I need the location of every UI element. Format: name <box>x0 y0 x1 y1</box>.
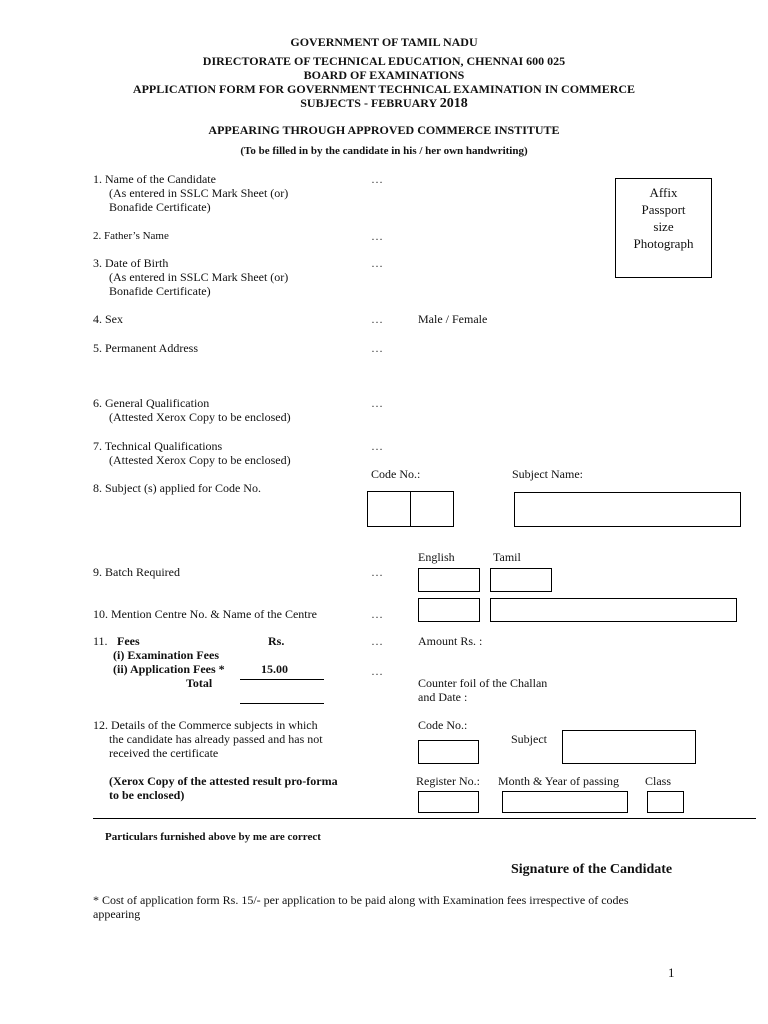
field-5-dots: … <box>371 341 383 355</box>
photo-box <box>615 178 712 278</box>
field-11-dots-2: … <box>371 664 383 678</box>
field-12-line-1: 12. Details of the Commerce subjects in which <box>93 718 318 732</box>
field-8-code-box-2[interactable] <box>410 491 454 527</box>
field-9-english-label: English <box>418 550 455 564</box>
field-11-amount-label: Amount Rs. : <box>418 634 483 648</box>
field-1-sub2: Bonafide Certificate) <box>109 200 211 214</box>
header-year: 2018 <box>439 96 468 111</box>
field-6-label: 6. General Qualification <box>93 396 210 410</box>
footer-particulars: Particulars furnished above by me are correct <box>105 831 321 843</box>
field-8-code-no-label: Code No.: <box>371 467 421 481</box>
field-3-dots: … <box>371 256 383 270</box>
field-11-underline-2 <box>240 703 324 704</box>
field-12-subject-box[interactable] <box>562 730 696 764</box>
field-9-tamil-box[interactable] <box>490 568 552 592</box>
field-12-xerox-2: to be enclosed) <box>109 788 185 802</box>
field-7-sub: (Attested Xerox Copy to be enclosed) <box>109 453 291 467</box>
field-12-month-year-box[interactable] <box>502 791 628 813</box>
page-number: 1 <box>668 965 675 980</box>
photo-line-affix: Affix <box>649 185 678 200</box>
field-5-label: 5. Permanent Address <box>93 341 198 355</box>
field-10-label: 10. Mention Centre No. & Name of the Centre <box>93 607 317 621</box>
field-4-dots: … <box>371 312 383 326</box>
field-10-dots: … <box>371 607 383 621</box>
field-11-number: 11. <box>93 634 108 648</box>
field-12-subject-label: Subject <box>511 732 547 746</box>
field-12-code-no-label: Code No.: <box>418 718 468 732</box>
field-12-line-2: the candidate has already passed and has not <box>109 732 323 746</box>
header-subjects-line <box>0 97 768 110</box>
field-12-code-box[interactable] <box>418 740 479 764</box>
field-11-exam-fees: (i) Examination Fees <box>113 648 219 662</box>
field-11-fees-label: Fees <box>117 634 140 648</box>
field-12-xerox-1: (Xerox Copy of the attested result pro-forma <box>109 774 338 788</box>
field-8-subject-name-box[interactable] <box>514 492 741 527</box>
field-12-register-no-label: Register No.: <box>416 774 480 788</box>
header-directorate: DIRECTORATE OF TECHNICAL EDUCATION, CHENNAI 600 025 <box>202 54 566 68</box>
footer-note-1: * Cost of application form Rs. 15/- per application to be paid along with Examination fees irrespective of codes <box>93 893 629 907</box>
field-11-counter-foil-2: and Date : <box>418 690 468 704</box>
field-1-sub1: (As entered in SSLC Mark Sheet (or) <box>109 186 289 200</box>
field-1-dots: … <box>371 172 383 186</box>
field-8-code-box-1[interactable] <box>367 491 411 527</box>
field-11-dots-1: … <box>371 634 383 648</box>
field-7-dots: … <box>371 439 383 453</box>
photo-line-passport: Passport <box>641 202 686 217</box>
field-9-dots: … <box>371 565 383 579</box>
field-6-dots: … <box>371 396 383 410</box>
photo-line-photograph: Photograph <box>633 236 694 251</box>
field-11-app-fees-amount: 15.00 <box>261 662 288 676</box>
field-10-centre-name-box[interactable] <box>490 598 737 622</box>
field-8-subject-name-label: Subject Name: <box>512 467 583 481</box>
field-12-class-label: Class <box>645 774 672 788</box>
field-3-sub2: Bonafide Certificate) <box>109 284 211 298</box>
field-2-label: 2. Father’s Name <box>93 230 169 242</box>
footer-signature: Signature of the Candidate <box>511 862 673 877</box>
field-12-class-box[interactable] <box>647 791 684 813</box>
field-11-counter-foil-1: Counter foil of the Challan <box>418 676 548 690</box>
field-7-label: 7. Technical Qualifications <box>93 439 223 453</box>
photo-line-size: size <box>653 219 674 234</box>
field-3-label: 3. Date of Birth <box>93 256 169 270</box>
field-10-centre-no-box[interactable] <box>418 598 480 622</box>
header-instruction: (To be filled in by the candidate in his / her own handwriting) <box>240 145 528 157</box>
header-application-title: APPLICATION FORM FOR GOVERNMENT TECHNICAL EXAMINATION IN COMMERCE <box>132 82 636 96</box>
field-9-label: 9. Batch Required <box>93 565 180 579</box>
field-11-rs-label: Rs. <box>268 634 285 648</box>
header-subjects-prefix: SUBJECTS - FEBRUARY <box>300 96 437 110</box>
header-appearing: APPEARING THROUGH APPROVED COMMERCE INSTITUTE <box>208 123 560 137</box>
field-12-line-3: received the certificate <box>109 746 219 760</box>
header-board: BOARD OF EXAMINATIONS <box>303 68 465 82</box>
field-1-label: 1. Name of the Candidate <box>93 172 216 186</box>
field-11-total: Total <box>186 676 213 690</box>
field-12-month-year-label: Month & Year of passing <box>498 774 620 788</box>
field-12-register-no-box[interactable] <box>418 791 479 813</box>
field-8-label: 8. Subject (s) applied for Code No. <box>93 481 261 495</box>
field-2-dots: … <box>371 229 383 243</box>
field-3-sub1: (As entered in SSLC Mark Sheet (or) <box>109 270 289 284</box>
field-4-value: Male / Female <box>418 312 488 326</box>
field-4-label: 4. Sex <box>93 312 123 326</box>
field-6-sub: (Attested Xerox Copy to be enclosed) <box>109 410 291 424</box>
field-9-english-box[interactable] <box>418 568 480 592</box>
divider-line <box>93 818 756 819</box>
field-9-tamil-label: Tamil <box>493 550 521 564</box>
header-government: GOVERNMENT OF TAMIL NADU <box>290 35 478 49</box>
field-11-app-fees: (ii) Application Fees * <box>113 662 225 676</box>
field-11-underline-1 <box>240 679 324 680</box>
footer-note-2: appearing <box>93 907 141 921</box>
